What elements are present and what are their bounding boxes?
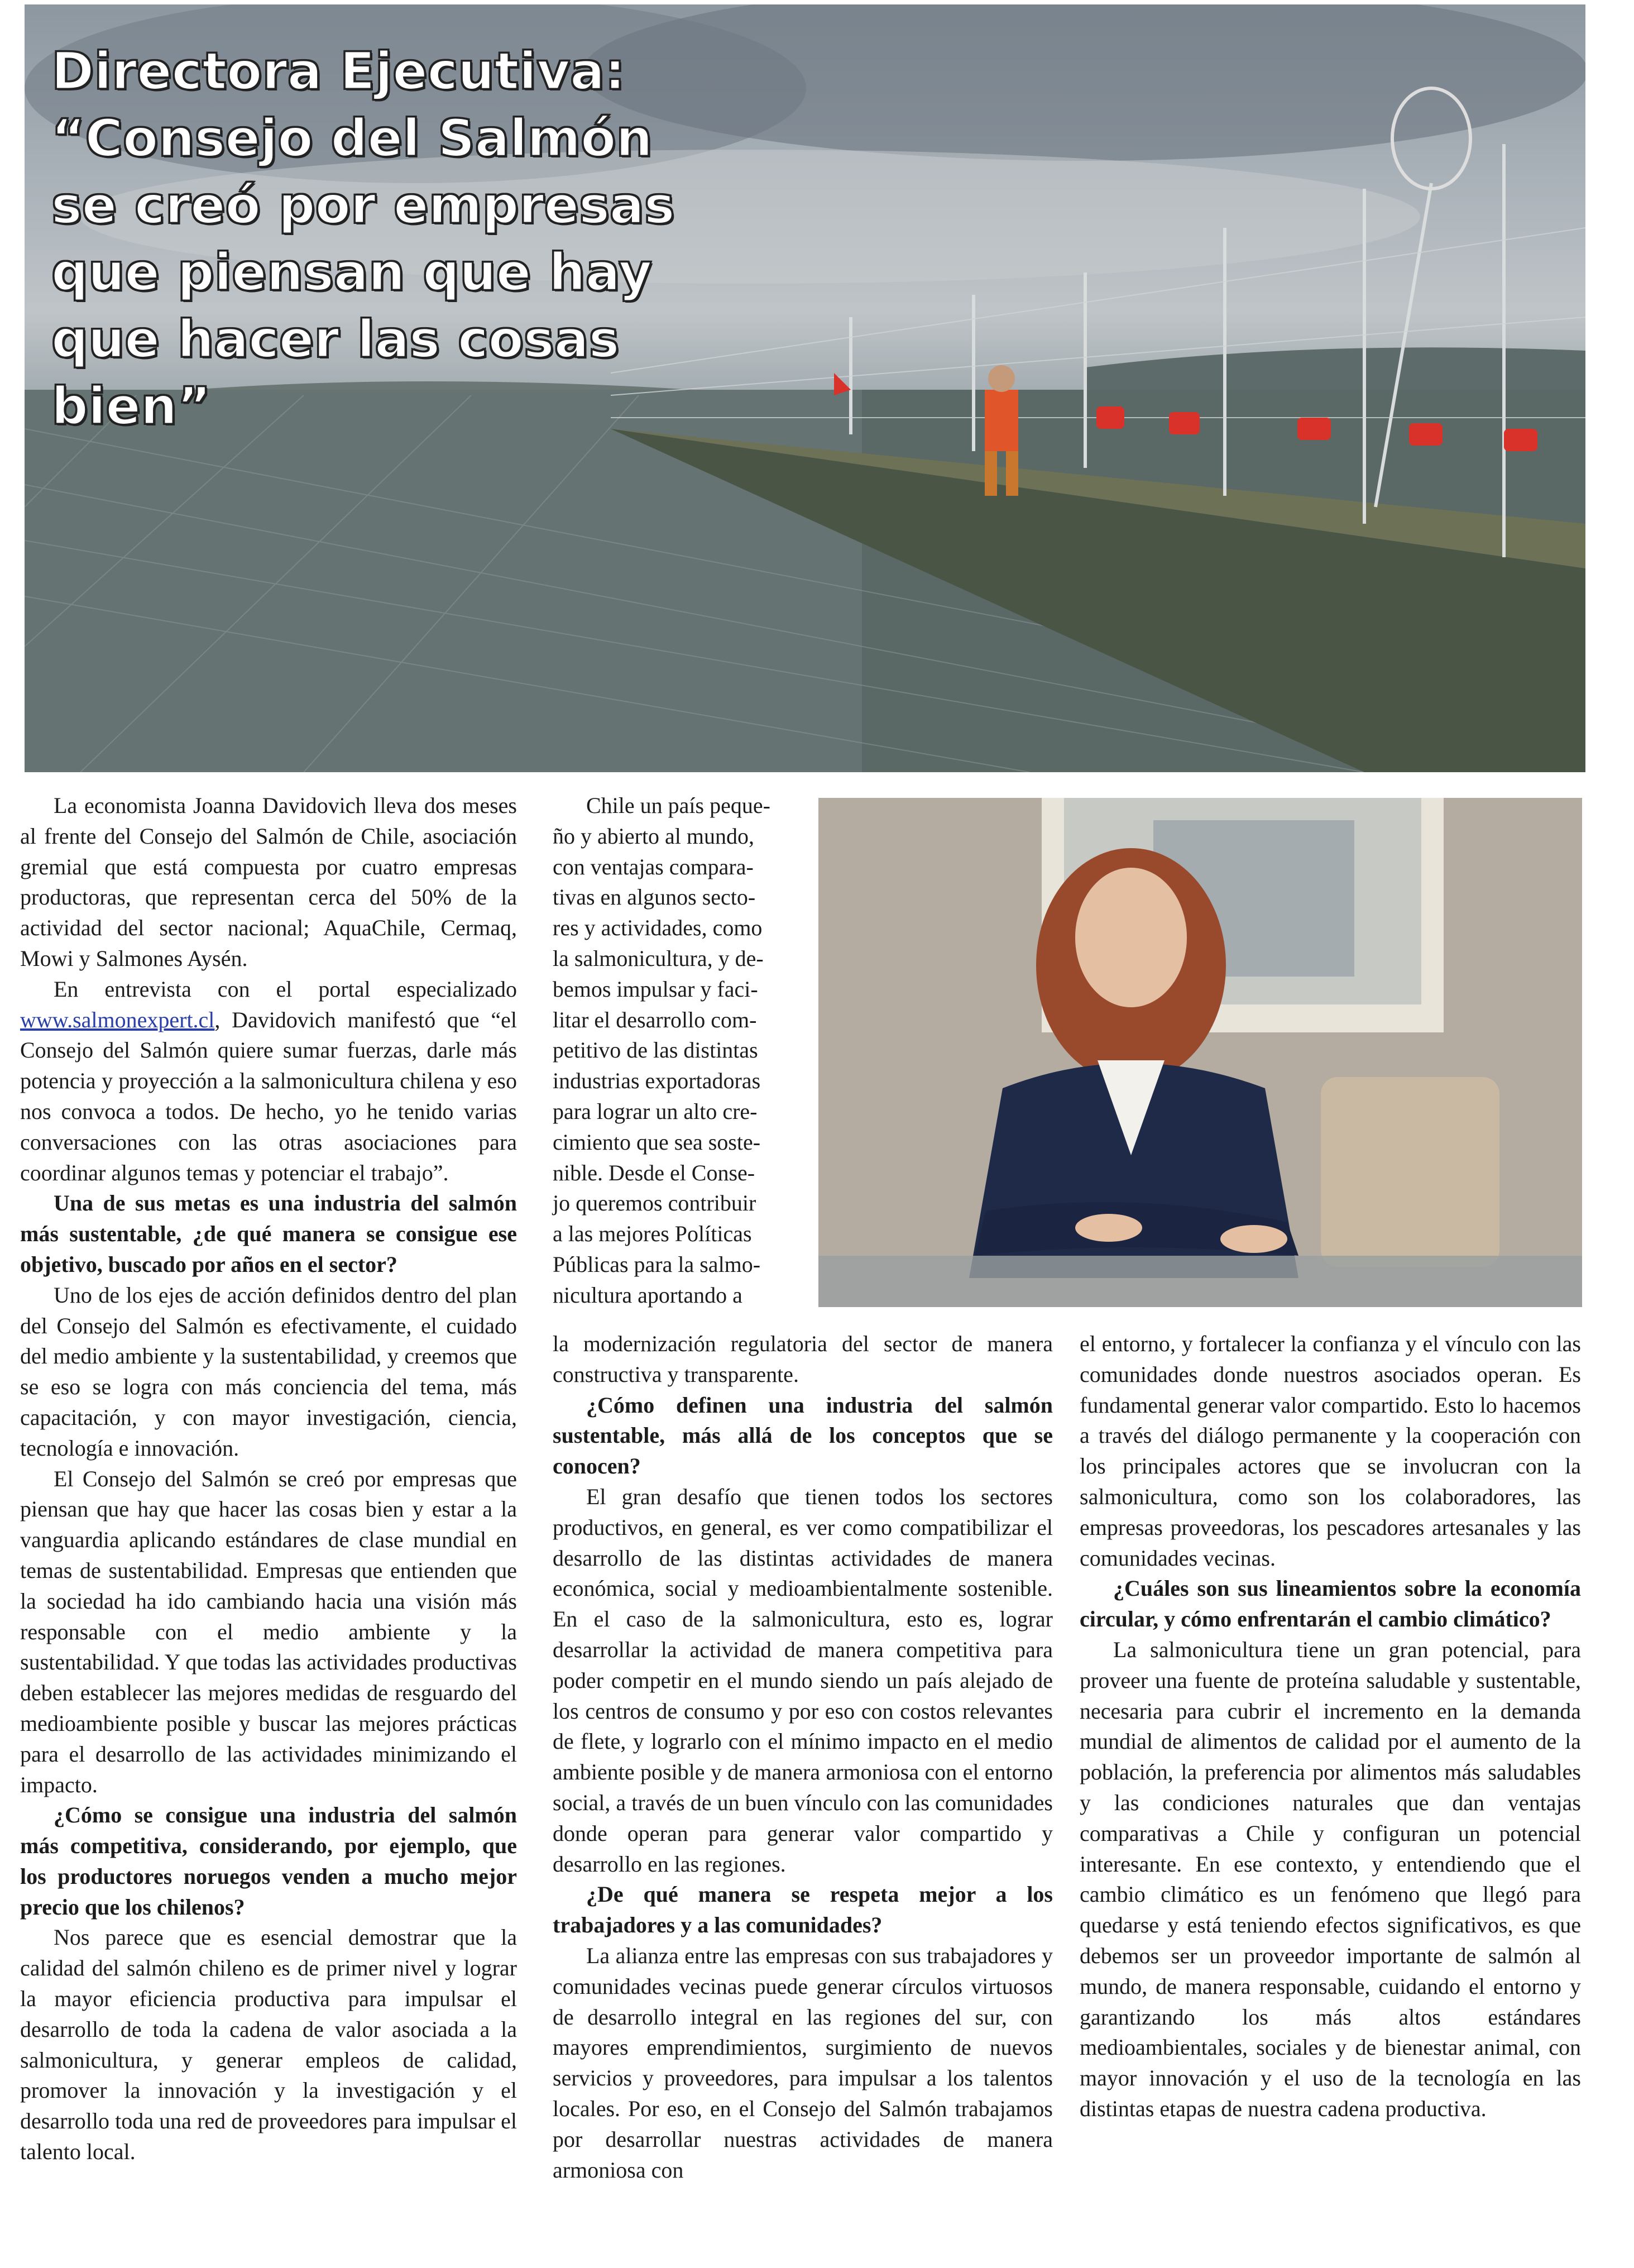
paragraph: el entorno, y fortalecer la confianza y el vínculo con las comunidades donde nuestros asociados operan. Es fundamental generar valor compartido. Esto lo hacemos a través del diálogo permanente y la cooperación con los principales actores que se involucran con la salmonicultura, como son los colaboradores, las empresas proveedoras, los pescadores artesanales y las comunidades vecinas. (1080, 1331, 1581, 1571)
headline-line: “Consejo del Salmón (51, 108, 653, 168)
paragraph: El gran desafío que tienen todos los sectores productivos, en general, es ver como compatibilizar el desarrollo de las distintas actividades de manera económica, social y medioambientalmente sostenible. En el caso de la salmonicultura, esto es, lograr desarrollar la actividad de manera competitiva para poder competir en el mundo siendo un país alejado de los centros de consumo y por eso con costos relevantes de flete, y lograrlo con el mínimo impacto en el medio ambiente posible y de manera armoniosa con el entorno social, a través de un buen vínculo con las comunidades donde operan para generar valor compartido y desarrollo en las regiones. (553, 1484, 1053, 1877)
headline-line: bien” (51, 376, 211, 436)
article-column-2-narrow (553, 791, 786, 1311)
paragraph: Uno de los ejes de acción definidos dentro del plan del Consejo del Salmón es efectivamente, el cuidado del medio ambiente y la sustentabilidad, y creemos que se eso se logra con más conciencia del tema, más capacitación, y con mayor investigación, ciencia, tecnología e innovación. (20, 1282, 517, 1461)
text-line: con ventajas compara- (553, 854, 754, 879)
text-line: tivas en algunos secto- (553, 884, 756, 910)
text-line: res y actividades, como (553, 915, 763, 941)
paragraph: la modernización regulatoria del sector de manera constructiva y transparente. (553, 1331, 1053, 1387)
paragraph: Nos parece que es esencial demostrar que la calidad del salmón chileno es de primer nivel y lograr la mayor eficiencia productiva para impulsar el desarrollo de toda la cadena de valor asociada a la salmonicultura, y generar empleos de calidad, promover la innovación y la investigación y el desarrollo toda una red de proveedores para impulsar el talento local. (20, 1925, 517, 2165)
text-line: nicultura aportando a (553, 1282, 742, 1308)
text-line: ño y abierto al mundo, (553, 823, 755, 849)
text-line: industrias exportadoras (553, 1068, 761, 1094)
text-run: En entrevista con el portal especializado (54, 976, 517, 1002)
text-line: litar el desarrollo com- (553, 1007, 757, 1032)
headline (51, 38, 675, 440)
salmonexpert-link[interactable]: www.salmonexpert.cl (20, 1007, 215, 1032)
headline-line: que hacer las cosas (51, 309, 620, 369)
paragraph: La alianza entre las empresas con sus trabajadores y comunidades vecinas puede generar círculos virtuosos de desarrollo integral en las regiones del sur, con mayores emprendimientos, surgimiento de nuevos servicios y proveedores, para impulsar a los talentos locales. Por eso, en el Consejo del Salmón trabajamos por desarrollar nuestras actividades de manera armoniosa con (553, 1942, 1053, 2183)
paragraph: La salmonicultura tiene un gran potencial, para proveer una fuente de proteína saludable y sustentable, necesaria para cubrir el incremento en la demanda mundial de alimentos de calidad por el aumento de la población, la preferencia por alimentos más saludables y las condiciones naturales que dan ventajas comparativas a Chile y configuran un potencial interesante. En ese contexto, y entendiendo que el cambio climático es un fenómeno que llegó para quedarse y está teniendo efectos significativos, es que debemos ser un proveedor importante de salmón al mundo, de manera responsable, cuidando el entorno y garantizando los más altos estándares medioambientales, sociales y de bienestar animal, con mayor innovación y el uso de la tecnología en las distintas etapas de nuestra cadena productiva. (1080, 1637, 1581, 2121)
article-column-3 (1080, 1329, 1581, 2125)
text-line: la salmonicultura, y de- (553, 945, 764, 971)
hero-photo (25, 4, 1585, 772)
article-column-1 (20, 791, 517, 2167)
interview-question: ¿Cómo definen una industria del salmón sustentable, más allá de los conceptos que se conocen? (553, 1392, 1053, 1479)
text-line: Chile un país peque- (586, 793, 770, 818)
article-column-2 (553, 1329, 1053, 2185)
text-line: a las mejores Políticas (553, 1221, 752, 1247)
text-line: cimiento que sea soste- (553, 1129, 761, 1155)
headline-line: que piensan que hay (51, 242, 652, 302)
text-line: Públicas para la salmo- (553, 1251, 761, 1277)
interview-question: ¿Cómo se consigue una industria del salmón más competitiva, considerando, por ejemplo, que los productores noruegos venden a mucho mejor precio que los chilenos? (20, 1802, 517, 1920)
text-run: , Davidovich manifestó que “el Consejo del Salmón quiere sumar fuerzas, darle más potencia y proyección a la salmonicultura chilena y eso nos convoca a todos. De hecho, yo he tenido varias conversaciones con las otras asociaciones para coordinar algunos temas y potenciar el trabajo”. (20, 1007, 517, 1185)
portrait-scene (818, 798, 1582, 1307)
paragraph: La economista Joanna Davidovich lleva dos meses al frente del Consejo del Salmón de Chile, asociación gremial que está compuesta por cuatro empresas productoras, que representan cerca del 50% de la actividad del sector nacional; AquaChile, Cermaq, Mowi y Salmones Aysén. (20, 793, 517, 971)
text-line: bemos impulsar y faci- (553, 976, 758, 1002)
text-line: nible. Desde el Conse- (553, 1160, 755, 1185)
text-line: jo queremos contribuir (553, 1190, 756, 1216)
text-line: para lograr un alto cre- (553, 1098, 758, 1124)
interview-question: ¿Cuáles son sus lineamientos sobre la economía circular, y cómo enfrentarán el cambio climático? (1080, 1576, 1581, 1632)
portrait-photo (818, 798, 1582, 1307)
paragraph: El Consejo del Salmón se creó por empresas que piensan que hay que hacer las cosas bien y estar a la vanguardia aplicando estándares de clase mundial en temas de sustentabilidad. Empresas que entienden que la sociedad ha ido cambiando hacia una visión más responsable con el medio ambiente y la sustentabilidad. Y que todas las actividades productivas deben establecer las mejores medidas de resguardo del medioambiente posible y buscar las mejores prácticas para el desarrollo de las actividades minimizando el impacto. (20, 1466, 517, 1797)
paragraph (20, 974, 517, 1189)
headline-line: se creó por empresas (51, 175, 675, 235)
text-line: petitivo de las distintas (553, 1037, 758, 1063)
interview-question: ¿De qué manera se respeta mejor a los trabajadores y a las comunidades? (553, 1882, 1053, 1938)
headline-line: Directora Ejecutiva: (51, 41, 626, 101)
interview-question: Una de sus metas es una industria del salmón más sustentable, ¿de qué manera se consigue ese objetivo, buscado por años en el sector? (20, 1190, 517, 1277)
